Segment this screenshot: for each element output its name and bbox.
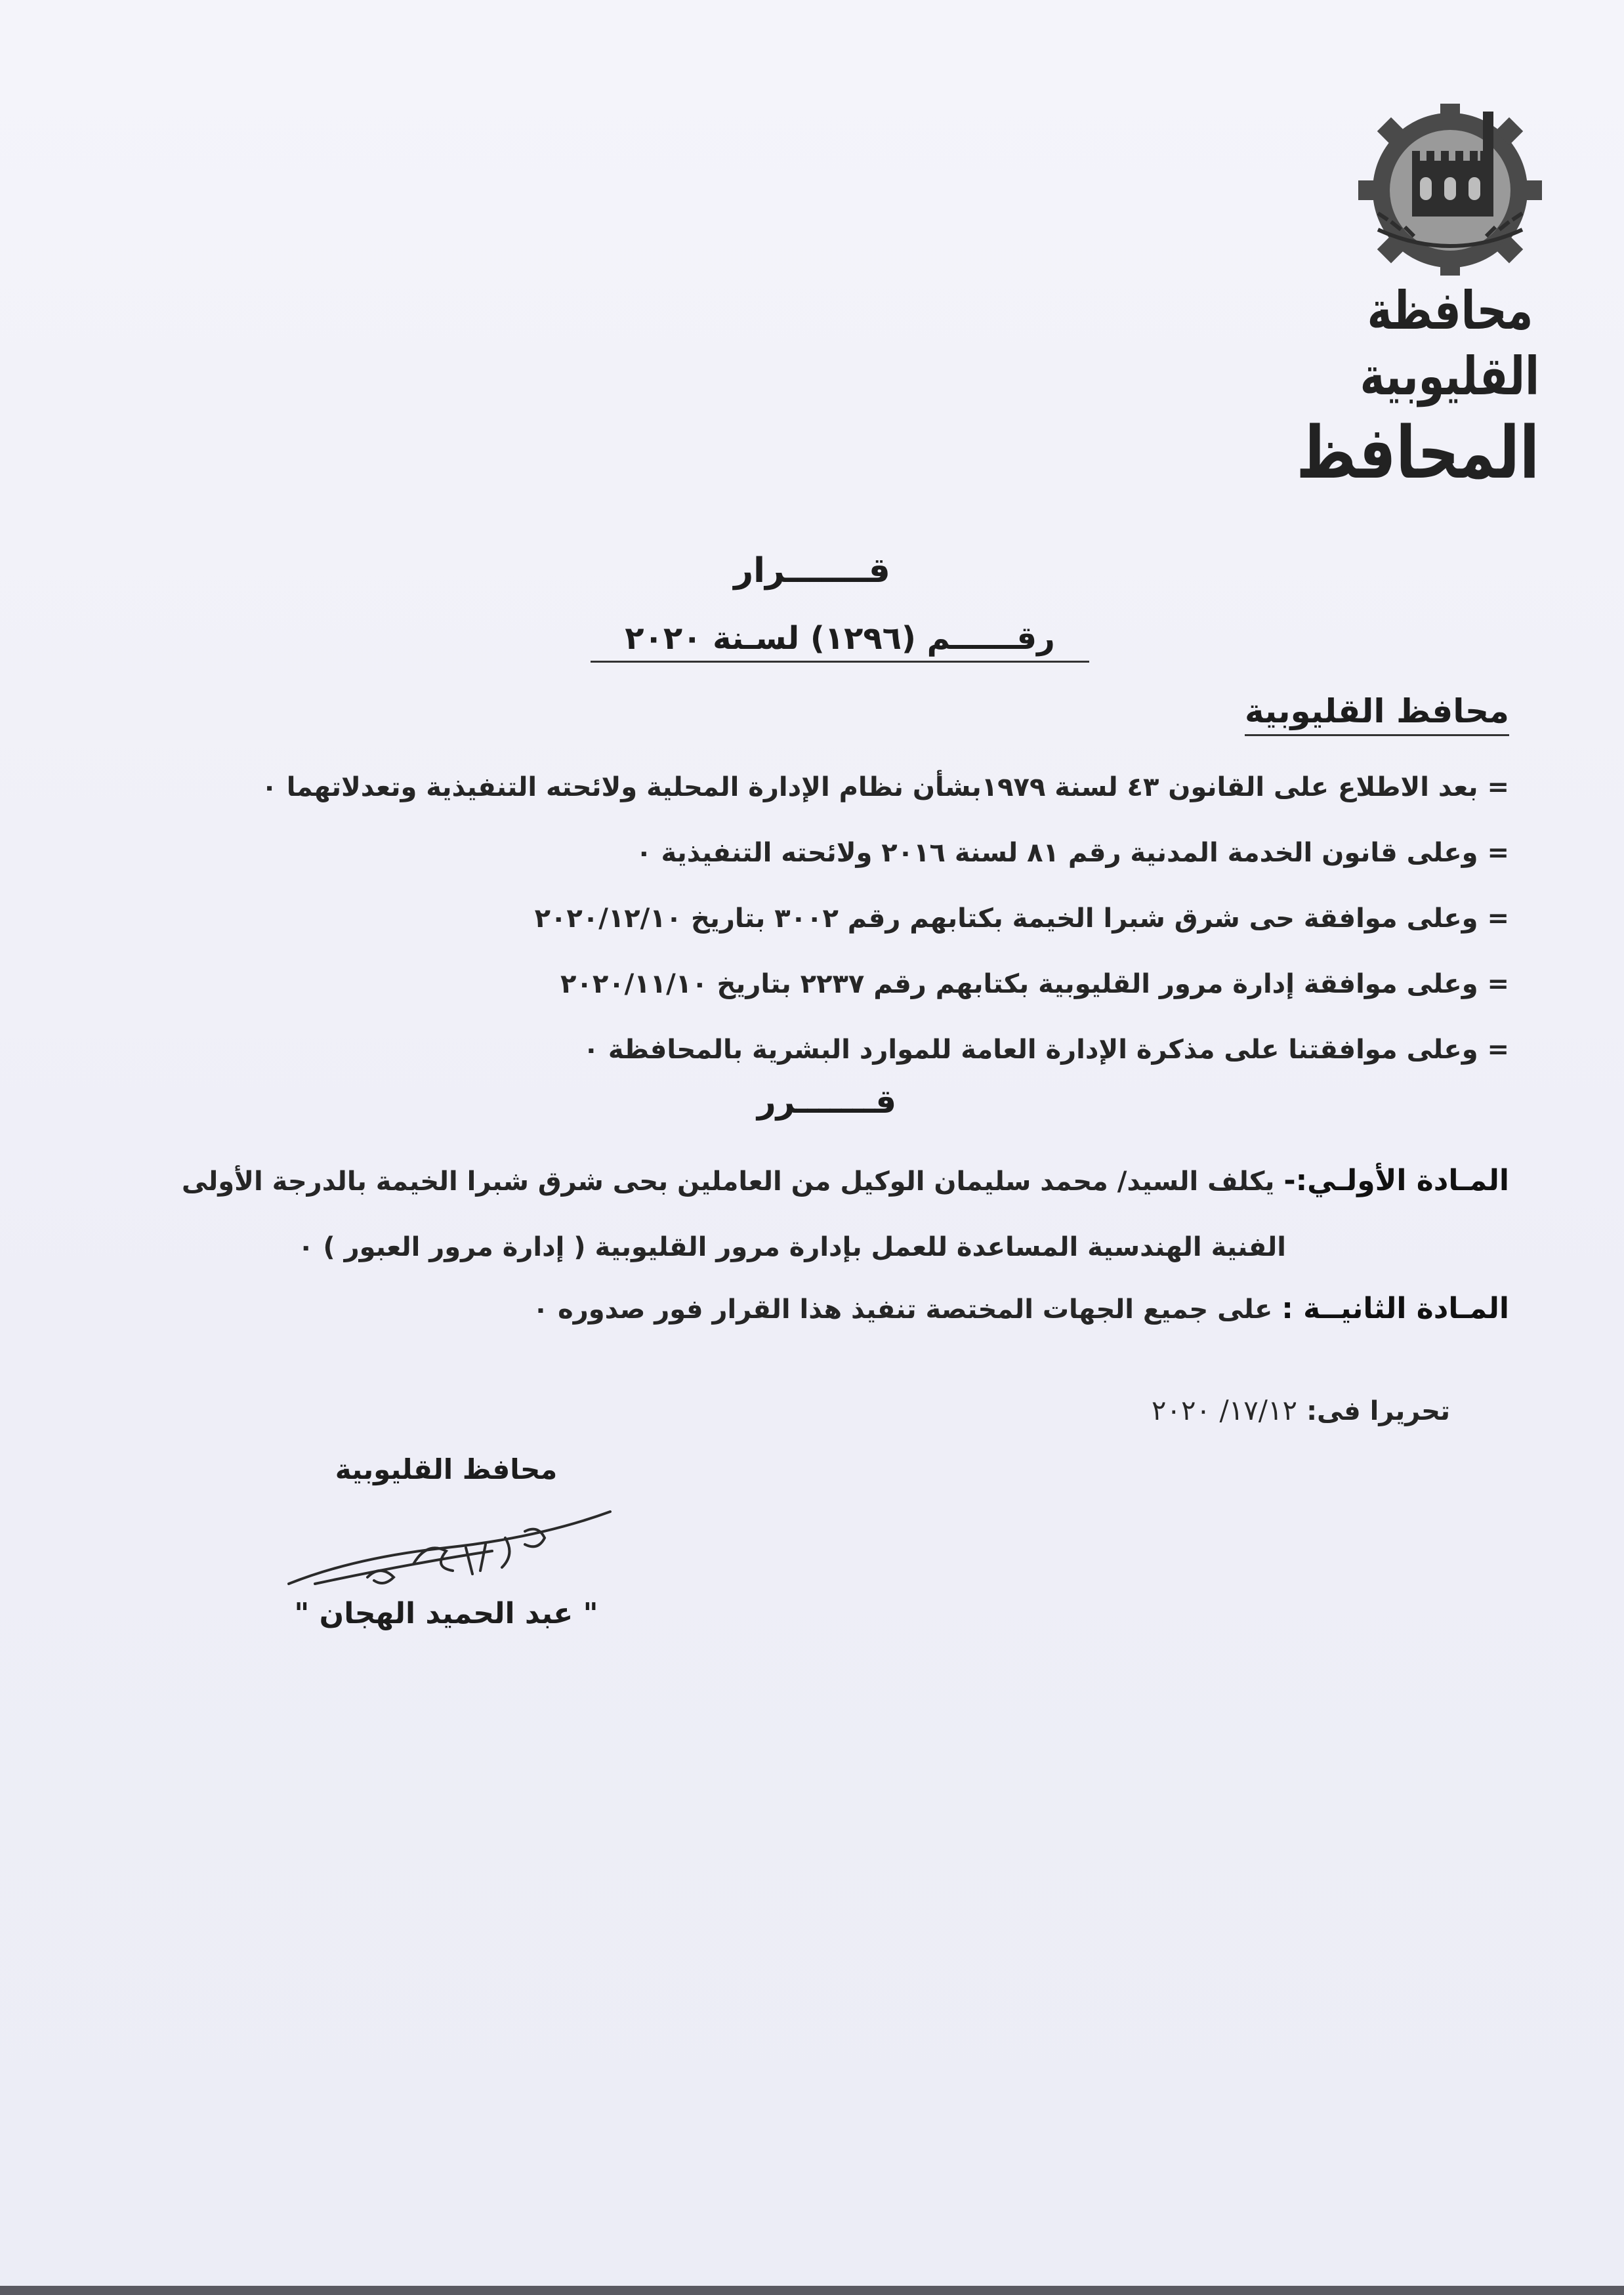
article-two	[98, 1276, 1509, 1342]
article-two-label: المـادة الثانيــة :	[1281, 1292, 1509, 1325]
consideration-item: = وعلى موافقة حى شرق شبرا الخيمة بكتابهم رقم ٣٠٠٢ بتاريخ ٢٠٢٠/١٢/١٠	[534, 903, 1509, 934]
issue-date-value: ١٧/١٢/ ٢٠٢٠	[1151, 1394, 1298, 1426]
handwritten-signature-icon	[276, 1485, 617, 1597]
article-one-text-line2: الفنية الهندسية المساعدة للعمل بإدارة مرور القليوبية ( إدارة مرور العبور ) ٠	[298, 1232, 1286, 1262]
article-one-label: المـادة الأولـي:-	[1283, 1164, 1509, 1197]
considerations-list	[197, 755, 1509, 1083]
governorate-emblem-icon	[1352, 98, 1549, 276]
issue-date-line	[1152, 1394, 1450, 1426]
signatory-name: " عبد الحميد الهجان "	[294, 1597, 598, 1630]
article-two-text: على جميع الجهات المختصة تنفيذ هذا القرار فور صدوره ٠	[532, 1294, 1273, 1325]
governorate-name: محافظة القليوبية	[1360, 280, 1539, 407]
issue-date-label: تحريرا فى:	[1306, 1396, 1450, 1426]
article-one	[98, 1148, 1509, 1280]
office-title: المحافظ	[1296, 411, 1539, 495]
consideration-item: = وعلى موافقة إدارة مرور القليوبية بكتابهم رقم ٢٢٣٧ بتاريخ ٢٠٢٠/١١/١٠	[560, 969, 1509, 999]
article-one-text-line1: يكلف السيد/ محمد سليمان الوكيل من العاملين بحى شرق شبرا الخيمة بالدرجة الأولى	[181, 1167, 1275, 1197]
decision-number: رقــــــم (١٢٩٦) لسـنة ٢٠٢٠	[591, 620, 1089, 663]
consideration-item: = بعد الاطلاع على القانون ٤٣ لسنة ١٩٧٩بشأن نظام الإدارة المحلية ولائحته التنفيذية وتعدلاتهما ٠	[261, 772, 1509, 802]
letterhead	[1296, 98, 1562, 496]
issuing-authority: محافظ القليوبية	[1245, 692, 1509, 736]
consideration-item: = وعلى موافقتنا على مذكرة الإدارة العامة للموارد البشرية بالمحافظة ٠	[583, 1035, 1509, 1065]
consideration-item: = وعلى قانون الخدمة المدنية رقم ٨١ لسنة ٢٠١٦ ولائحته التنفيذية ٠	[636, 838, 1509, 868]
signature-block	[276, 1453, 617, 1630]
scan-edge	[0, 2286, 1624, 2295]
signatory-title: محافظ القليوبية	[335, 1453, 558, 1485]
decree-heading: قـــــــرر	[757, 1083, 897, 1121]
decision-title: قـــــــرار	[734, 551, 890, 590]
